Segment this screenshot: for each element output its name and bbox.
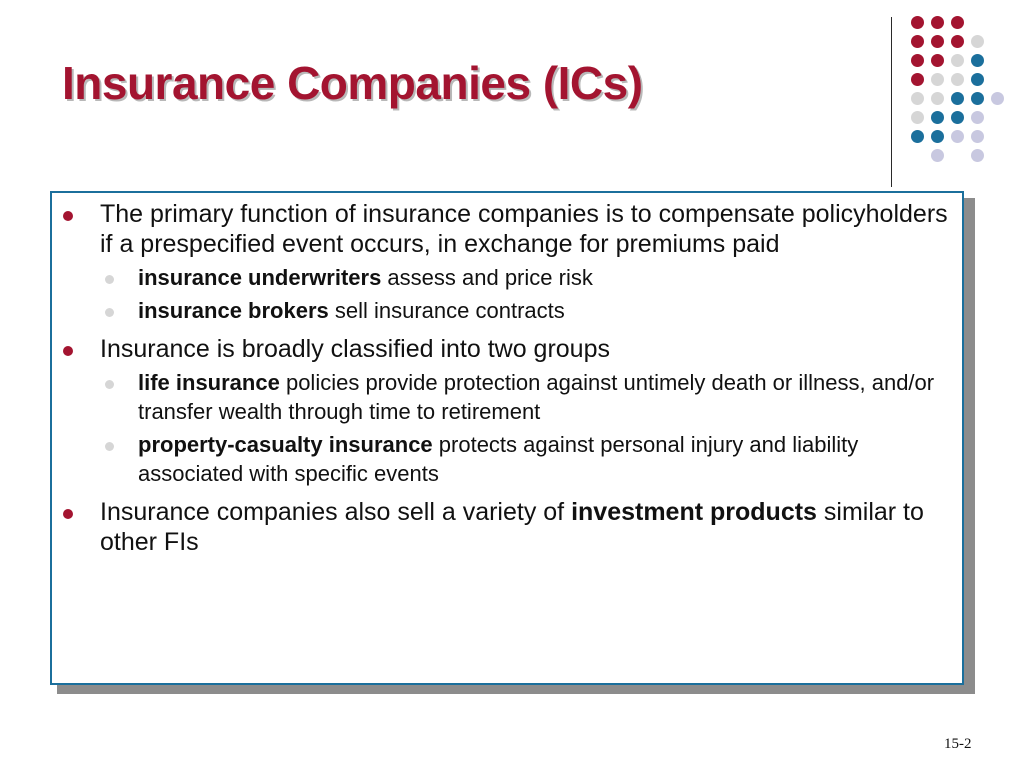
bullet-list — [100, 199, 960, 557]
bullet-item — [100, 334, 960, 364]
dot — [911, 111, 924, 124]
dot — [931, 149, 944, 162]
sub-bullet-item — [138, 296, 960, 325]
bold-term: life insurance — [138, 370, 280, 395]
sub-bullet-text: sell insurance contracts — [328, 298, 565, 323]
bullet-dot-icon — [63, 509, 73, 519]
page-number: 15-2 — [944, 736, 972, 752]
dot — [971, 149, 984, 162]
bold-term: insurance underwriters — [138, 265, 382, 290]
bullet-item — [100, 497, 960, 557]
dot — [971, 111, 984, 124]
dot — [951, 92, 964, 105]
dot — [991, 92, 1004, 105]
dot — [931, 54, 944, 67]
dot — [911, 35, 924, 48]
dot — [911, 92, 924, 105]
dot — [951, 73, 964, 86]
dot — [951, 35, 964, 48]
sub-bullet-dot-icon — [105, 308, 114, 317]
sub-bullet-item — [138, 368, 960, 426]
bold-term: insurance brokers — [138, 298, 329, 323]
content-panel — [50, 191, 964, 685]
sub-bullet-text: policies provide protection against untimely death or illness, and/or transfer wealth through time to retirement — [138, 370, 935, 424]
bullet-dot-icon — [63, 346, 73, 356]
dot — [971, 92, 984, 105]
dot — [951, 111, 964, 124]
dot — [931, 92, 944, 105]
sub-bullet-item — [138, 263, 960, 292]
bullet-text: The primary function of insurance companies is to compensate policyholders if a prespecified event occurs, in exchange for premiums paid — [100, 200, 948, 258]
dot — [911, 130, 924, 143]
dot — [931, 35, 944, 48]
dot — [911, 73, 924, 86]
dot — [931, 73, 944, 86]
decorative-dot-grid — [0, 0, 1024, 190]
dot — [931, 130, 944, 143]
dot — [951, 130, 964, 143]
sub-bullet-text: assess and price risk — [381, 265, 593, 290]
bullet-dot-icon — [63, 211, 73, 221]
bold-term: property-casualty insurance — [138, 432, 433, 457]
dot — [911, 16, 924, 29]
bullet-text: similar to other FIs — [100, 498, 924, 556]
sub-bullet-text: protects against personal injury and liability associated with specific events — [138, 432, 859, 486]
dot — [971, 35, 984, 48]
dot — [931, 111, 944, 124]
sub-bullet-item — [138, 430, 960, 488]
dot — [971, 73, 984, 86]
dot — [931, 16, 944, 29]
bullet-item — [100, 199, 960, 259]
bullet-text: Insurance companies also sell a variety of — [100, 498, 572, 526]
slide-title: Insurance Companies (ICs) — [62, 57, 643, 109]
bullet-text: Insurance is broadly classified into two groups — [100, 335, 610, 363]
dot — [951, 16, 964, 29]
sub-bullet-dot-icon — [105, 380, 114, 389]
bold-term: investment products — [571, 498, 817, 526]
dot — [971, 54, 984, 67]
sub-bullet-dot-icon — [105, 442, 114, 451]
sub-bullet-dot-icon — [105, 275, 114, 284]
dot — [951, 54, 964, 67]
dot — [971, 130, 984, 143]
dot — [911, 54, 924, 67]
